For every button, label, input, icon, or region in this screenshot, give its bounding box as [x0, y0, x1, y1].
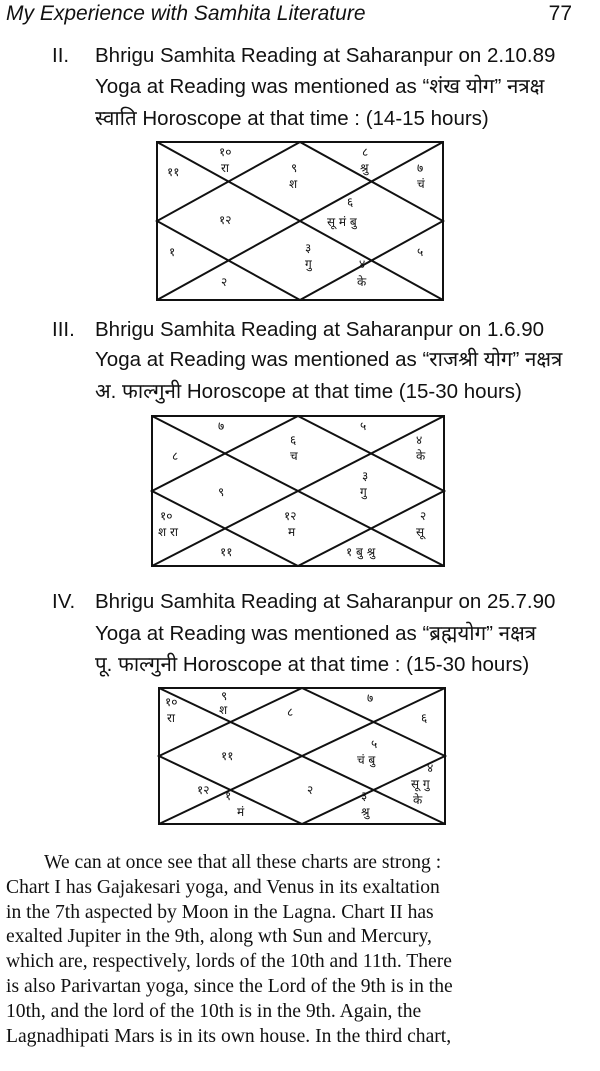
paragraph-line: in the 7th aspected by Moon in the Lagna. Chart II has — [6, 901, 434, 923]
chart-label: चं बु — [357, 753, 376, 767]
paragraph-line: which are, respectively, lords of the 10th and 11th. There — [6, 951, 452, 973]
chart-label: ९ — [221, 689, 228, 703]
section-line-1: Bhrigu Samhita Reading at Saharanpur on 25.7.90 — [95, 590, 556, 613]
chart-label: ६ — [421, 711, 428, 725]
section-number: IV. — [52, 590, 76, 613]
chart-label: २ — [420, 509, 427, 523]
chart-label: सू गु — [411, 777, 430, 791]
chart-label: १२ — [197, 783, 210, 797]
chart-label: १० — [165, 695, 178, 709]
chart-label: मं — [237, 805, 245, 819]
chart-label: के — [413, 793, 423, 807]
section-line-1: Bhrigu Samhita Reading at Saharanpur on 1.6.90 — [95, 318, 545, 341]
section-line-1: Bhrigu Samhita Reading at Saharanpur on 2.10.89 — [95, 44, 556, 67]
chart-label: ८ — [172, 449, 179, 463]
chart-label: ४ — [416, 433, 423, 447]
body-paragraph — [6, 851, 594, 1049]
chart-label: १० — [160, 509, 173, 523]
section-line-2: Yoga at Reading was mentioned as “राजश्री योग” नक्षत्र — [95, 348, 563, 371]
horoscope-chart-ii — [155, 140, 445, 302]
chart-label: गु — [360, 485, 367, 499]
paragraph-line: We can at once see that all these charts are strong : — [44, 852, 442, 873]
chart-label: ७ — [218, 419, 225, 433]
paragraph-line: Lagnadhipati Mars is in its own house. In the third chart, — [6, 1025, 452, 1047]
chart-label: च — [290, 449, 298, 463]
chart-label: के — [416, 449, 426, 463]
section-line-2: Yoga at Reading was mentioned as “शंख योग” नत्रक्ष — [95, 75, 545, 98]
chart-label: गु — [305, 257, 312, 271]
paragraph-line: Chart I has Gajakesari yoga, and Venus in its exaltation — [6, 876, 440, 898]
section-line-3: अ. फाल्गुनी Horoscope at that time (15-30 hours) — [95, 380, 522, 403]
chart-label: २ — [307, 783, 314, 797]
chart-label: श्रु — [360, 161, 369, 175]
chart-label: १ — [169, 245, 176, 259]
chart-label: ९ — [218, 485, 225, 499]
chart-label: श्रु — [361, 805, 370, 819]
section-line-3: पू. फाल्गुनी Horoscope at that time : (15-30 hours) — [95, 653, 530, 676]
chart-label: म — [288, 525, 296, 539]
chart-label: ४ — [359, 257, 366, 271]
chart-label: रा — [221, 161, 230, 175]
chart-label: चं — [417, 177, 425, 191]
section-line-2: Yoga at Reading was mentioned as “ब्रह्मयोग” नक्षत्र — [95, 622, 537, 645]
horoscope-chart-iv — [157, 686, 447, 826]
paragraph-line: 10th, and the lord of the 10th is in the 9th. Again, the — [6, 1000, 422, 1022]
chart-label: ११ — [221, 749, 234, 763]
chart-label: ८ — [362, 145, 369, 159]
chart-label: १० — [219, 145, 232, 159]
section-line-3: स्वाति Horoscope at that time : (14-15 hours) — [95, 107, 489, 130]
horoscope-chart-iii — [150, 414, 446, 568]
paragraph-line: exalted Jupiter in the 9th, along wth Sun and Mercury, — [6, 926, 432, 948]
running-title: My Experience with Samhita Literature — [6, 2, 366, 25]
chart-label: ५ — [371, 737, 378, 751]
chart-label: रा — [167, 711, 176, 725]
chart-label: सू — [416, 525, 425, 539]
chart-label: श — [219, 703, 228, 717]
chart-label: ५ — [417, 245, 424, 259]
chart-label: १ — [225, 789, 232, 803]
chart-label: ११ — [167, 165, 180, 179]
chart-label: १२ — [284, 509, 297, 523]
chart-label: ९ — [291, 161, 298, 175]
section-number: II. — [52, 44, 70, 67]
paragraph-line: is also Parivartan yoga, since the Lord of the 9th is in the — [6, 975, 453, 997]
chart-label: ११ — [220, 545, 233, 559]
chart-label: श — [289, 177, 298, 191]
chart-label: ६ — [290, 433, 297, 447]
chart-label: ८ — [287, 705, 294, 719]
chart-label: १ बु श्रु — [346, 545, 376, 559]
chart-label: २ — [221, 275, 228, 289]
chart-label: ५ — [360, 419, 367, 433]
section-number: III. — [52, 318, 75, 341]
chart-label: ४ — [427, 761, 434, 775]
chart-label: १२ — [219, 213, 232, 227]
chart-label: ३ — [361, 789, 368, 803]
chart-label: सू मं बु — [327, 215, 357, 229]
page-number: 77 — [548, 2, 572, 25]
chart-label: ३ — [305, 241, 312, 255]
chart-label: ६ — [347, 195, 354, 209]
chart-label: ३ — [362, 469, 369, 483]
chart-label: ७ — [367, 691, 374, 705]
chart-label: श रा — [158, 525, 178, 539]
chart-label: के — [357, 275, 367, 289]
chart-label: ७ — [417, 161, 424, 175]
